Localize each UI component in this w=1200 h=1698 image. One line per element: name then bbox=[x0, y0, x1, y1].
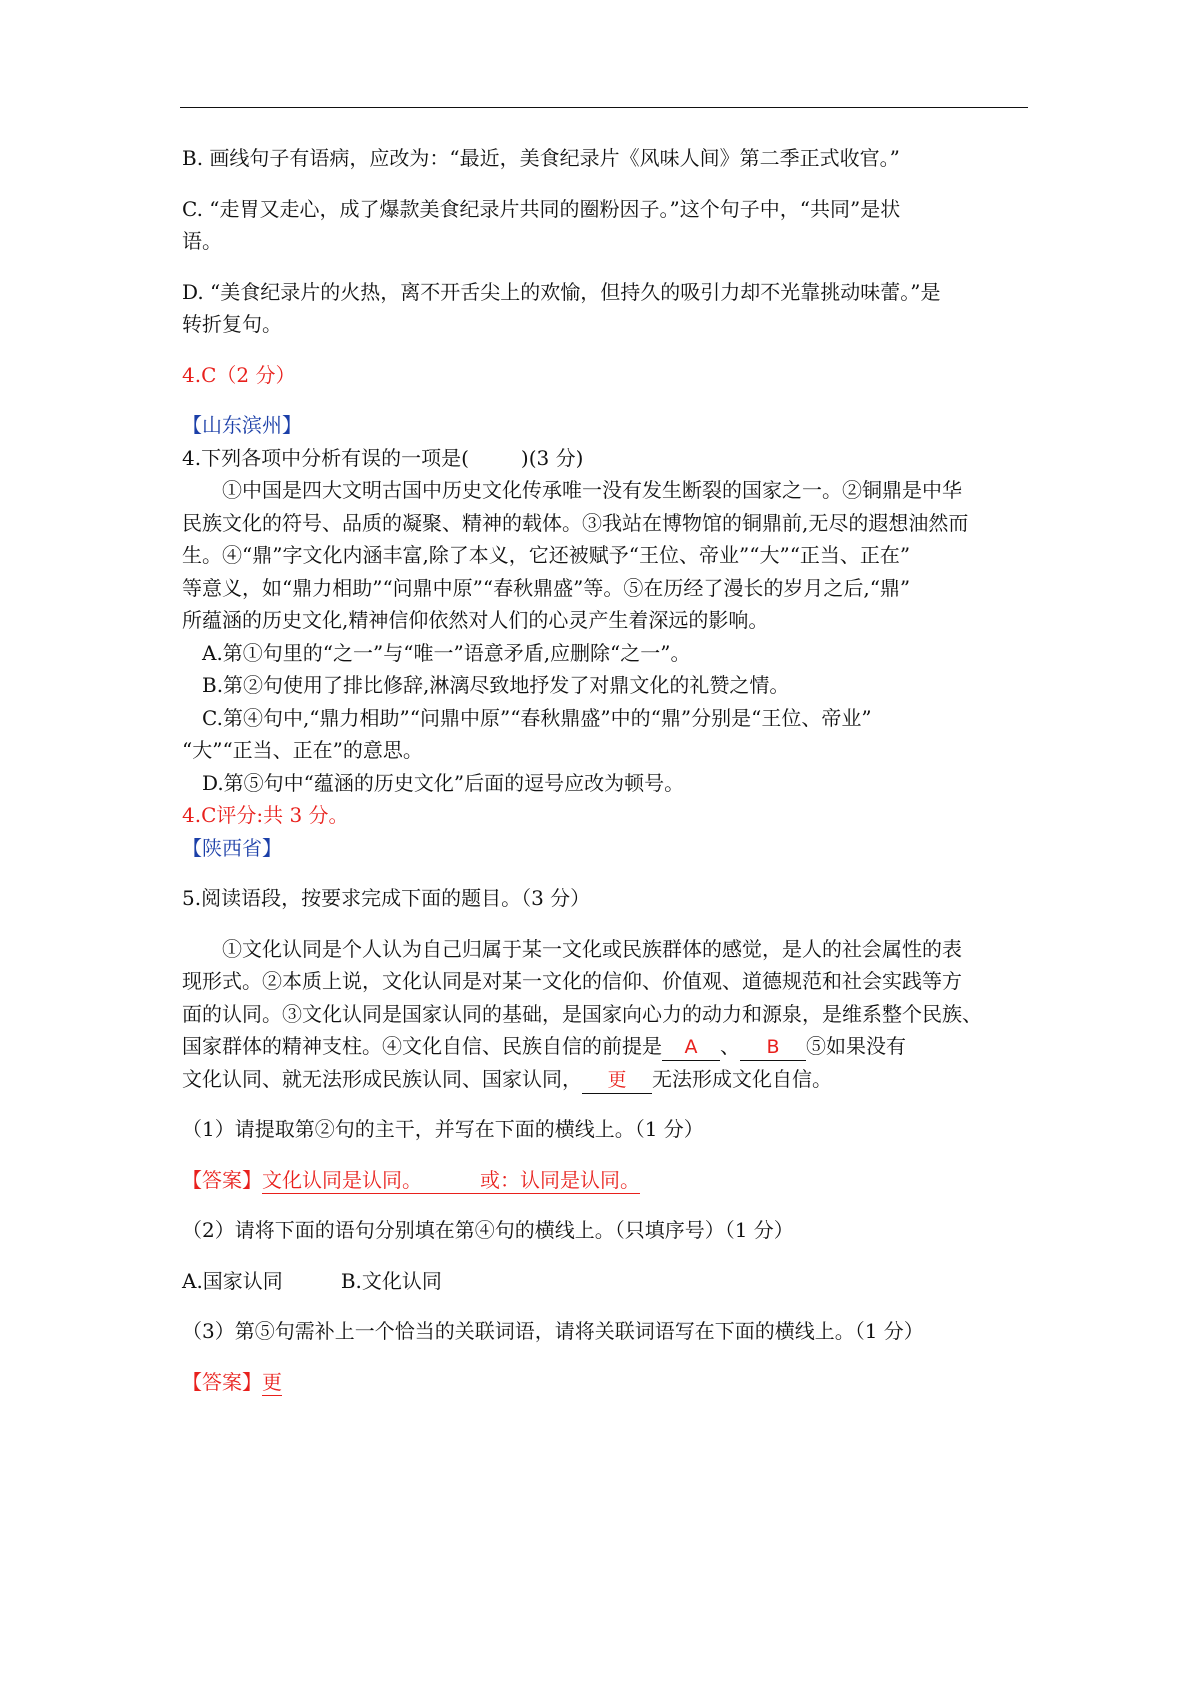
shaanxi-question: 5.阅读语段，按要求完成下面的题目。（3 分） bbox=[182, 886, 591, 910]
binzhou-question-prefix: 4.下列各项中分析有误的一项是( bbox=[182, 445, 469, 470]
binzhou-option-c-line2: “大”“正当、正在”的意思。 bbox=[182, 738, 423, 762]
q4-option-d-line2: 转折复句。 bbox=[182, 312, 282, 336]
header-rule bbox=[180, 107, 1028, 108]
binzhou-passage-line5: 所蕴涵的历史文化,精神信仰依然对人们的心灵产生着深远的影响。 bbox=[182, 608, 769, 632]
sub-answer-1-b: 或：认同是认同。 bbox=[480, 1167, 640, 1192]
sub-answer-3 bbox=[182, 1366, 1028, 1399]
sub-answer-3-value: 更 bbox=[262, 1369, 282, 1394]
binzhou-answer: 4.C评分:共 3 分。 bbox=[182, 803, 349, 827]
answer-label: 【答案】 bbox=[182, 1167, 262, 1192]
sub-answer-1-line bbox=[262, 1167, 640, 1194]
shaanxi-passage-line2: 现形式。②本质上说，文化认同是对某一文化的信仰、价值观、道德规范和社会实践等方 bbox=[182, 969, 962, 993]
q4-option-b: B. 画线句子有语病，应改为：“最近，美食纪录片《风味人间》第二季正式收官。” bbox=[182, 146, 900, 170]
binzhou-option-d: D.第⑤句中“蕴涵的历史文化”后面的逗号应改为顿号。 bbox=[202, 770, 685, 795]
shaanxi-passage-line5-tail: 无法形成文化自信。 bbox=[652, 1066, 832, 1091]
q4-option-c-line2: 语。 bbox=[182, 229, 222, 253]
fill-blank-c: 更 bbox=[582, 1067, 652, 1094]
q4-option-d bbox=[182, 276, 1028, 341]
binzhou-passage-line2: 民族文化的符号、品质的凝聚、精神的载体。③我站在博物馆的铜鼎前,无尽的遐想油然而 bbox=[182, 510, 969, 535]
binzhou-passage-line4: 等意义，如“鼎力相助”“问鼎中原”“春秋鼎盛”等。⑤在历经了漫长的岁月之后,“鼎” bbox=[182, 575, 911, 600]
region-label-binzhou: 【山东滨州】 bbox=[182, 413, 302, 437]
q4-answer: 4.C（2 分） bbox=[182, 362, 296, 387]
shaanxi-passage-line4 bbox=[182, 1030, 1028, 1063]
region-label-shaanxi: 【陕西省】 bbox=[182, 835, 282, 860]
binzhou-option-b: B.第②句使用了排比修辞,淋漓尽致地抒发了对鼎文化的礼赞之情。 bbox=[202, 673, 790, 697]
binzhou-option-c-line1: C.第④句中,“鼎力相助”“问鼎中原”“春秋鼎盛”中的“鼎”分别是“王位、帝业” bbox=[202, 705, 872, 730]
shaanxi-passage-line3: 面的认同。③文化认同是国家认同的基础，是国家向心力的动力和源泉，是维系整个民族、 bbox=[182, 1001, 982, 1026]
sub-question-3: （3）第⑤句需补上一个恰当的关联词语，请将关联词语写在下面的横线上。（1 分） bbox=[182, 1319, 924, 1343]
sub-answer-1 bbox=[182, 1164, 1028, 1197]
binzhou-passage-line1: ①中国是四大文明古国中历史文化传承唯一没有发生断裂的国家之一。②铜鼎是中华 bbox=[222, 478, 962, 502]
shaanxi-passage-line5 bbox=[182, 1063, 1028, 1096]
answer-label-3: 【答案】 bbox=[182, 1369, 262, 1394]
q4-option-d-line1: D. “美食纪录片的火热，离不开舌尖上的欢愉，但持久的吸引力却不光靠挑动味蕾。”是 bbox=[182, 279, 941, 304]
binzhou-question bbox=[182, 442, 1028, 475]
sub-option-b: B.文化认同 bbox=[340, 1268, 442, 1293]
sub-question-2-options bbox=[182, 1265, 1028, 1298]
shaanxi-passage-line4-text: 国家群体的精神支柱。④文化自信、民族自信的前提是 bbox=[182, 1034, 662, 1058]
q4-option-c-line1: C. “走胃又走心，成了爆款美食纪录片共同的圈粉因子。”这个句子中，“共同”是状 bbox=[182, 196, 901, 221]
sub-answer-1-a: 文化认同是认同。 bbox=[262, 1167, 422, 1192]
binzhou-passage-line3: 生。④“鼎”字文化内涵丰富,除了本义，它还被赋予“王位、帝业”“大”“正当、正在” bbox=[182, 543, 911, 567]
sub-question-2: （2）请将下面的语句分别填在第④句的横线上。（只填序号）（1 分） bbox=[182, 1218, 794, 1242]
fill-blank-b: B bbox=[740, 1034, 806, 1061]
shaanxi-passage-line4-tail: ⑤如果没有 bbox=[806, 1034, 906, 1058]
sub-question-1: （1）请提取第②句的主干，并写在下面的横线上。（1 分） bbox=[182, 1117, 704, 1141]
shaanxi-passage-line5-text: 文化认同、就无法形成民族认同、国家认同， bbox=[182, 1066, 582, 1091]
blank-separator: 、 bbox=[720, 1034, 740, 1058]
binzhou-question-suffix: )(3 分) bbox=[520, 445, 584, 470]
binzhou-option-a: A.第①句里的“之一”与“唯一”语意矛盾,应删除“之一”。 bbox=[202, 640, 691, 665]
sub-option-a: A.国家认同 bbox=[182, 1268, 283, 1293]
q4-option-c bbox=[182, 193, 1028, 258]
shaanxi-passage-line1: ①文化认同是个人认为自己归属于某一文化或民族群体的感觉，是人的社会属性的表 bbox=[222, 936, 962, 961]
fill-blank-a: A bbox=[662, 1034, 720, 1061]
document-body bbox=[182, 142, 1028, 1398]
shaanxi-passage bbox=[182, 933, 1028, 1096]
